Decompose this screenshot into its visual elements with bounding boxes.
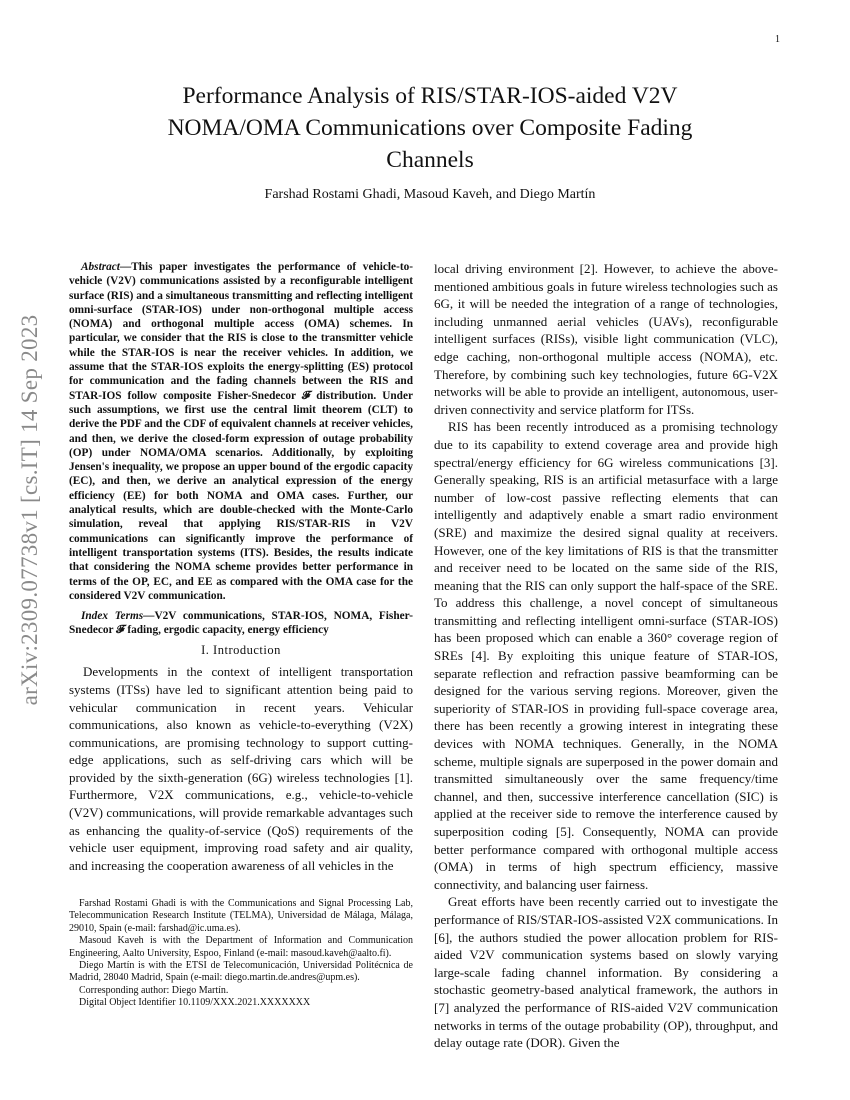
left-column xyxy=(69,260,413,874)
arxiv-identifier[interactable]: arXiv:2309.07738v1 [cs.IT] 14 Sep 2023 xyxy=(17,314,42,706)
right-paragraph-1: local driving environment [2]. However, to achieve the above-mentioned ambitious goals in future wireless technologies such as 6G, it will be needed the integration of a range of technologies, including unmanned aerial vehicles (UAVs), reconfigurable intelligent surfaces (RISs), visible light communication (VLC), edge caching, non-orthogonal multiple access (NOMA), etc. Therefore, by combining such key technologies, future 6G-V2X networks will be able to provide an intelligent, autonomous, user-driven connectivity and service platform for ITSs. xyxy=(434,261,778,417)
title-line-1: Performance Analysis of RIS/STAR-IOS-aided V2V xyxy=(182,83,678,109)
footnote-corresponding-author: Corresponding author: Diego Martín. xyxy=(79,984,229,996)
right-column xyxy=(434,260,778,1052)
paper-title xyxy=(90,80,770,176)
section-heading-introduction: I. Introduction xyxy=(201,642,281,657)
footnote-affiliation-1: Farshad Rostami Ghadi is with the Communications and Signal Processing Lab, Telecommunication Research Institute (TELMA), Universidad de Málaga, Málaga, 29010, Spain (e-mail: farshad@ic.uma.es). xyxy=(69,898,413,934)
intro-paragraph-1: Developments in the context of intelligent transportation systems (ITSs) have led to significant attention being paid to vehicular communication in recent years. Vehicular communications, also known as vehicle-to-everything (V2X) communications, are promising technology to support cutting-edge applications, such as self-driving cars which will be provided by the sixth-generation (6G) wireless technologies [1]. Furthermore, V2X communications, e.g., vehicle-to-vehicle (V2V) communications, will provide remarkable advantages such as enhancing the quality-of-service (QoS) requirements of the vehicle user equipment, improving road safety and air quality, and increasing the cooperation awareness of all vehicles in the xyxy=(69,664,413,873)
index-terms xyxy=(69,609,413,638)
right-paragraph-3: Great efforts have been recently carried out to investigate the performance of RIS/STAR-IOS-assisted V2X communications. In [6], the authors studied the power allocation problem for RIS-aided V2V communication systems based on slowly varying large-scale fading channel information. By considering a stochastic geometry-based analytical framework, the authors in [7] analyzed the performance of RIS-aided V2V communication networks in terms of the outage probability (OP), throughput, and delay outage rate (DOR). Given the xyxy=(434,894,778,1051)
arxiv-stamp xyxy=(10,300,50,720)
title-line-2: NOMA/OMA Communications over Composite Fading xyxy=(167,115,693,141)
abstract-text: —This paper investigates the performance of vehicle-to-vehicle (V2V) communications assisted by a reconfigurable intelligent surface (RIS) and a simultaneous transmitting and reflecting intelligent omni-surface (STAR-IOS) under non-orthogonal multiple access (NOMA) and orthogonal multiple access (OMA) schemes. In particular, we consider that the RIS is close to the transmitter vehicle while the STAR-IOS is near the receiver vehicles. In addition, we assume that the STAR-IOS exploits the energy-splitting (ES) protocol for communication and the fading channels between the RIS and STAR-IOS follow composite Fisher-Snedecor 𝓕 distribution. Under such assumptions, we first use the central limit theorem (CLT) to derive the PDF and the CDF of equivalent channels at receiver vehicles, and then, we derive the closed-form expression of outage probability (OP) under NOMA/OMA scenarios. Additionally, by exploiting Jensen's inequality, we propose an upper bound of the ergodic capacity (EC), and then, we derive an analytical expression of the energy efficiency (EE) for both NOMA and OMA cases. Further, our analytical results, which are double-checked with the Monte-Carlo simulation, reveal that applying RIS/STAR-RIS in V2V communications can significantly improve the performance of intelligent transportation systems (ITS). Besides, the results indicate that considering the NOMA scheme provides better performance in terms of the OP, EC, and EE as compared with the OMA case for the considered V2V communication. xyxy=(69,261,413,602)
footnotes xyxy=(69,898,413,1010)
footnote-doi: Digital Object Identifier 10.1109/XXX.2021.XXXXXXX xyxy=(79,997,311,1009)
index-terms-text: —V2V communications, STAR-IOS, NOMA, Fisher-Snedecor 𝓕 fading, ergodic capacity, energy efficiency xyxy=(69,610,413,637)
abstract-label: Abstract xyxy=(81,261,120,273)
abstract xyxy=(69,260,413,603)
title-line-3: Channels xyxy=(386,147,474,173)
right-paragraph-2: RIS has been recently introduced as a promising technology due to its capability to extend coverage area and provide high spectral/energy efficiency for 6G wireless communications [3]. Generally speaking, RIS is an artificial metasurface with a large number of low-cost passive reflecting elements that can intelligently and adaptively enable a smart radio environment (SRE) and maximize the desired signal quality at receivers. However, one of the key limitations of RIS is that the transmitter and receiver need to be located on the same side of the RIS, meaning that the RIS can only support the half-space of the SRE. To address this challenge, a novel concept of simultaneous transmitting and reflecting intelligent omni-surface (STAR-IOS) has been proposed which can enable a 360° coverage region of SREs [4]. By exploiting this unique feature of STAR-IOS, separate reflection and refraction passive beamforming can be designed for the various serving regions. Moreover, given the superiority of STAR-IOS in providing full-space coverage area, there has been recently a growing interest in integrating these devices with NOMA techniques. Generally, in the NOMA scheme, multiple signals are superposed in the power domain and transmitted simultaneously over the same frequency/time channel, and then, successive interference cancellation (SIC) is applied at the receiver side to remove the interference caused by superposition coding [5]. Consequently, NOMA can provide better performance compared with orthogonal multiple access (OMA) in terms of high spectrum efficiency, massive connectivity, and balancing user fairness. xyxy=(434,419,778,892)
footnote-affiliation-3: Diego Martín is with the ETSI de Telecomunicación, Universidad Politécnica de Madrid, 28040 Madrid, Spain (e-mail: diego.martin.de.andres@upm.es). xyxy=(69,960,413,984)
index-terms-label: Index Terms xyxy=(81,610,144,623)
author-list: Farshad Rostami Ghadi, Masoud Kaveh, and Diego Martín xyxy=(264,187,596,202)
footnote-affiliation-2: Masoud Kaveh is with the Department of Information and Communication Engineering, Aalto University, Espoo, Finland (e-mail: masoud.kaveh@aalto.fi). xyxy=(69,935,413,959)
page-number: 1 xyxy=(775,34,780,45)
